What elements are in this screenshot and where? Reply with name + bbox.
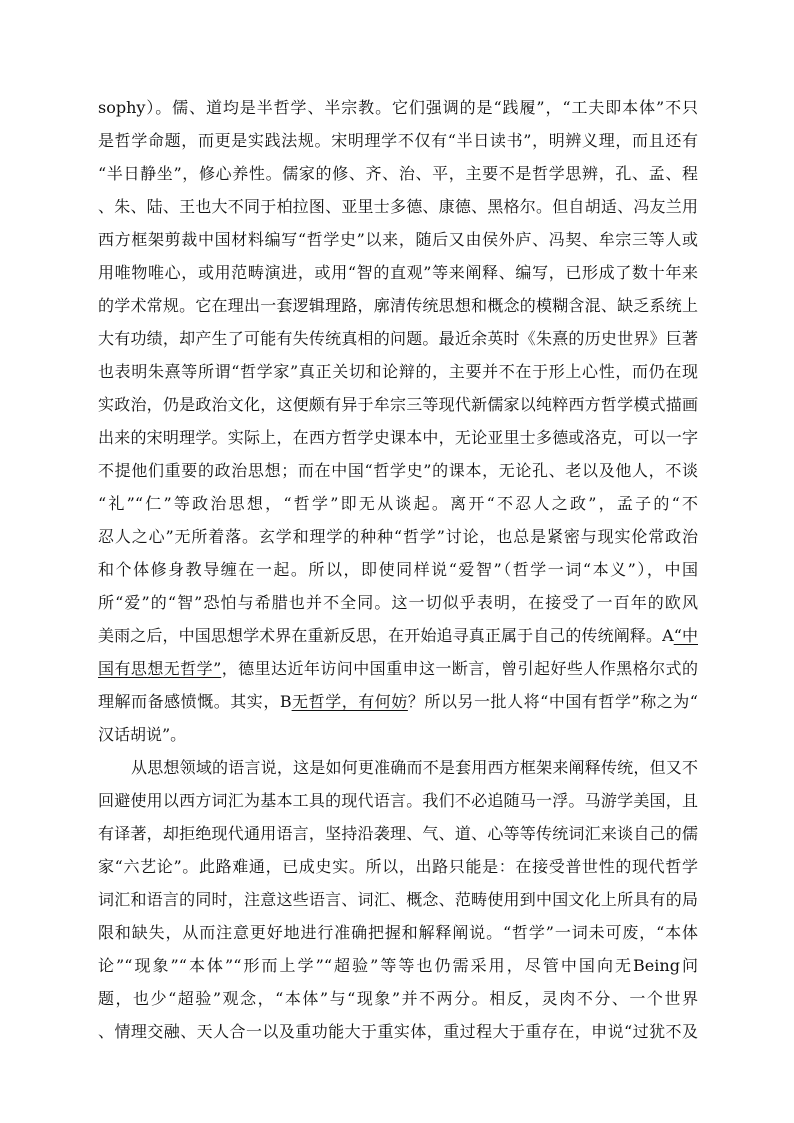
text-line (98, 659, 698, 679)
text-line: sophy）。儒、道均是半哲学、半宗教。它们强调的是“践履”，“工夫即本体”不只 (98, 98, 698, 117)
text-line: 有译著，却拒绝现代通用语言，坚持沿袭理、气、道、心等等传统词汇来谈自己的儒 (98, 824, 698, 843)
text-line: 是哲学命题，而更是实践法规。宋明理学不仅有“半日读书”，明辨义理，而且还有 (98, 131, 698, 150)
text-line: 回避使用以西方词汇为基本工具的现代语言。我们不必追随马一浮。马游学美国，且 (98, 791, 698, 810)
text-line: 、情理交融、天人合一以及重功能大于重实体，重过程大于重存在，申说“过犹不及 (98, 1022, 698, 1041)
text-line: 限和缺失，从而注意更好地进行准确把握和解释阐说。“哲学”一词未可废，“本体 (98, 923, 698, 942)
text-segment: ，德里达近年访问中国重申这一断言，曾引起好些人作黑格尔式的 (221, 659, 698, 678)
text-line: 、朱、陆、王也大不同于柏拉图、亚里士多德、康德、黑格尔。但自胡适、冯友兰用 (98, 197, 698, 216)
text-line: “礼”“仁”等政治思想，“哲学”即无从谈起。离开“不忍人之政”，孟子的“不 (98, 494, 698, 513)
text-line: 题，也少“超验”观念，“本体”与“现象”并不两分。相反，灵肉不分、一个世界 (98, 989, 698, 1008)
text-line: 也表明朱熹等所谓“哲学家”真正关切和论辩的，主要并不在于形上心性，而仍在现 (98, 362, 698, 381)
text-line (98, 626, 698, 646)
text-line: “半日静坐”，修心养性。儒家的修、齐、治、平，主要不是哲学思辨，孔、孟、程 (98, 164, 698, 183)
text-line (98, 692, 698, 712)
text-line: 忍人之心”无所着落。玄学和理学的种种“哲学”讨论，也总是紧密与现实伦常政治 (98, 527, 698, 546)
text-line: 大有功绩，却产生了可能有失传统真相的问题。最近余英时《朱熹的历史世界》巨著 (98, 329, 698, 348)
text-line: 词汇和语言的同时，注意这些语言、词汇、概念、范畴使用到中国文化上所具有的局 (98, 890, 698, 909)
text-line: 从思想领域的语言说，这是如何更准确而不是套用西方框架来阐释传统，但又不 (131, 758, 698, 777)
text-line: 家“六艺论”。此路难通，已成史实。所以，出路只能是：在接受普世性的现代哲学 (98, 857, 698, 876)
text-line: 和个体修身教导缠在一起。所以，即使同样说“爱智”（哲学一词“本义”），中国 (98, 560, 698, 579)
text-segment: ？所以另一批人将“中国有哲学”称之为“ (407, 692, 698, 711)
underlined-phrase-b: 无哲学，有何妨 (291, 692, 408, 711)
text-line: 论”“现象”“本体”“形而上学”“超验”等等也仍需采用，尽管中国向无Being问 (98, 956, 698, 975)
text-segment: 理解而备感愤慨。其实，B (98, 692, 292, 711)
text-line: 用唯物唯心，或用范畴演进，或用“智的直观”等来阐释、编写，已形成了数十年来 (98, 263, 698, 282)
text-line: 不提他们重要的政治思想；而在中国“哲学史”的课本，无论孔、老以及他人，不谈 (98, 461, 698, 480)
text-line: 实政治，仍是政治文化，这便颇有异于牟宗三等现代新儒家以纯粹西方哲学模式描画 (98, 395, 698, 414)
text-line: 所“爱”的“智”恐怕与希腊也并不全同。这一切似乎表明，在接受了一百年的欧风 (98, 593, 698, 612)
underlined-phrase-a: “中 (673, 626, 698, 645)
text-line: 汉话胡说”。 (98, 725, 187, 744)
text-line: 出来的宋明理学。实际上，在西方哲学史课本中，无论亚里士多德或洛克，可以一字 (98, 428, 698, 447)
text-line: 的学术常规。它在理出一套逻辑理路，廓清传统思想和概念的模糊含混、缺乏系统上 (98, 296, 698, 315)
text-line: 西方框架剪裁中国材料编写“哲学史”以来，随后又由侯外庐、冯契、牟宗三等人或 (98, 230, 698, 249)
text-segment: 美雨之后，中国思想学术界在重新反思，在开始追寻真正属于自己的传统阐释。A (98, 626, 674, 645)
underlined-phrase-a-cont: 国有思想无哲学” (98, 659, 222, 678)
